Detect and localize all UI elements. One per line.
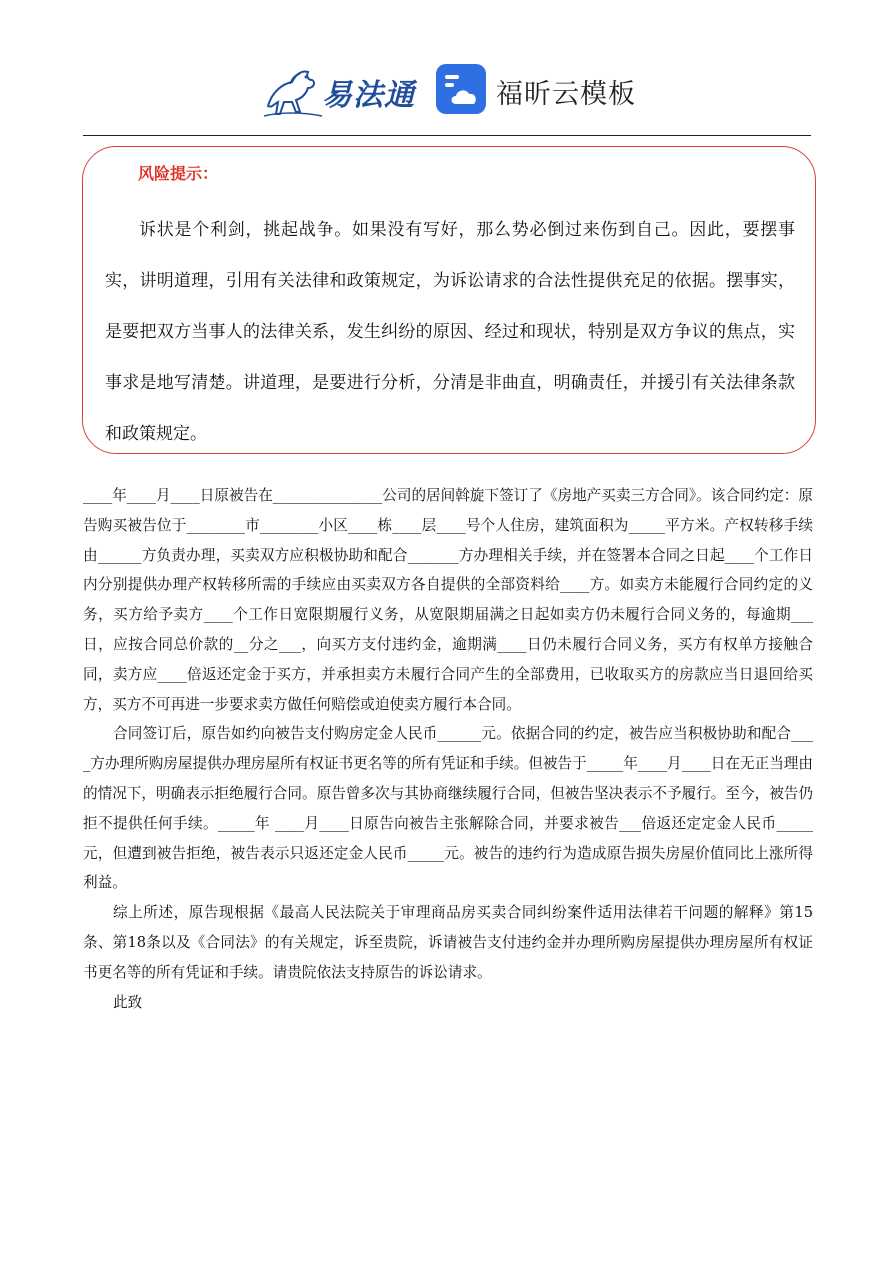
body-paragraph-breach: 合同签订后，原告如约向被告支付购房定金人民币______元。依据合同的约定，被告应当积极协助和配合____方办理所购房屋提供办理房屋所有权证书更名等的所有凭证和手续。但被告于_____年____月____日在无正当理由的情况下，明确表示拒绝履行合同。原告曾多次与其协商继续履行合同，但被告坚决表示不予履行。至今，被告仍拒不提供任何手续。_____年 ____月____日原告向被告主张解除合同，并要求被告___倍返还定定金人民币_____元，但遭到被告拒绝，被告表示只返还定金人民币_____元。被告的违约行为造成原告损失房屋价值同比上涨所得利益。 <box>83 725 813 892</box>
horse-icon <box>262 62 326 120</box>
page-header <box>0 56 893 126</box>
complaint-body <box>83 481 813 1017</box>
fuxin-template-logo <box>436 64 636 118</box>
cloud-document-icon <box>436 64 486 114</box>
body-closing: 此致 <box>113 993 143 1011</box>
risk-title: 风险提示： <box>138 164 219 183</box>
body-paragraph-claim: 综上所述，原告现根据《最高人民法院关于审理商品房买卖合同纠纷案件适用法律若干问题的解释》第15条、第18条以及《合同法》的有关规定，诉至贵院，诉请被告支付违约金并办理所购房屋提供办理房屋所有权证书更名等的所有凭证和手续。请贵院依法支持原告的诉讼请求。 <box>83 904 813 981</box>
risk-warning-box <box>82 146 816 454</box>
header-divider <box>83 135 811 136</box>
yifatong-logo <box>262 62 415 118</box>
body-paragraph-contract: ____年____月____日原被告在_______________公司的居间斡旋下签订了《房地产买卖三方合同》。该合同约定：原告购买被告位于________市________小区____栋____层____号个人住房，建筑面积为_____平方米。产权转移手续由______方负责办理，买卖双方应积极协助和配合_______方办理相关手续，并在签署本合同之日起____个工作日内分别提供办理产权转移所需的手续应由买卖双方各自提供的全部资料给____方。如卖方未能履行合同约定的义务，买方给予卖方____个工作日宽限期履行义务，从宽限期届满之日起如卖方仍未履行合同义务的，每逾期___日，应按合同总价款的__分之___，向买方支付违约金，逾期满____日仍未履行合同义务，买方有权单方接触合同，卖方应____倍返还定金于买方，并承担卖方未履行合同产生的全部费用，已收取买方的房款应当日退回给买方，买方不可再进一步要求卖方做任何赔偿或迫使卖方履行本合同。 <box>83 487 813 713</box>
risk-text: 诉状是个利剑，挑起战争。如果没有写好，那么势必倒过来伤到自己。因此，要摆事实，讲明道理，引用有关法律和政策规定，为诉讼请求的合法性提供充足的依据。摆事实，是要把双方当事人的法律关系，发生纠纷的原因、经过和现状，特别是双方争议的焦点，实事求是地写清楚。讲道理，是要进行分析，分清是非曲直，明确责任，并援引有关法律条款和政策规定。 <box>105 220 795 444</box>
logo-right-text: 福昕云模板 <box>496 79 636 110</box>
logo-left-text: 易法通 <box>322 78 415 113</box>
